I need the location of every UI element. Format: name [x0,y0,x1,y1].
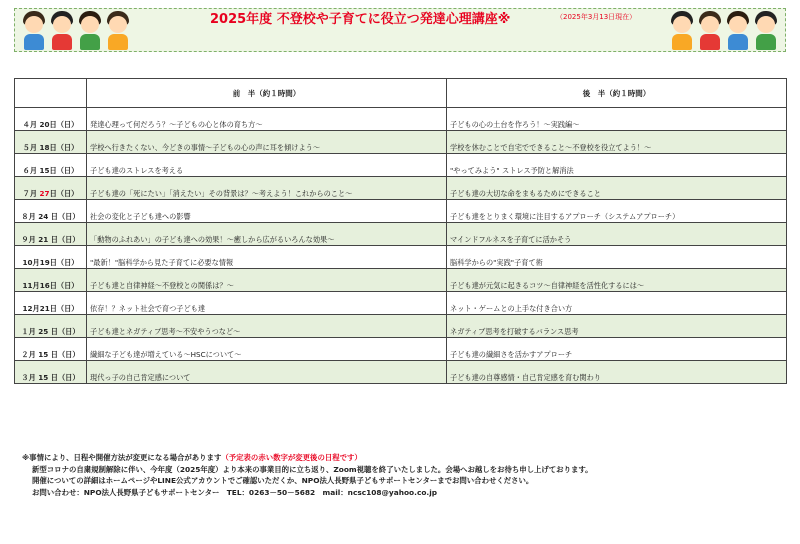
notes-line-4: お問い合わせ：NPO法人長野県子どもサポートセンター TEL：0263－50－5682 mail：ncsc108@yahoo.co.jp [32,487,438,497]
session-date [15,246,87,269]
child-figure-icon [669,11,695,51]
notes-section [22,452,593,498]
date-text: ２月 15 日（日） [21,350,80,359]
session-date [15,361,87,384]
children-illustration-left [21,11,131,51]
session-date [15,200,87,223]
session-date [15,269,87,292]
date-text: ８月 24 日（日） [21,212,80,221]
date-text: ４月 20日（日） [22,120,79,129]
second-half-topic: "やってみよう" ストレス予防と解消法 [447,154,787,177]
notes-line-1 [22,452,593,464]
first-half-topic: 繊細な子ども達が増えている～HSCについて～ [87,338,447,361]
child-figure-icon [77,11,103,51]
first-half-topic: 子ども達と自律神経～不登校との関係は？～ [87,269,447,292]
first-half-topic: 子ども達とネガティブ思考～不安やうつなど～ [87,315,447,338]
child-figure-icon [21,11,47,51]
child-figure-icon [697,11,723,51]
date-text: 12月21日（日） [22,304,79,313]
second-half-topic: 子ども達をとりまく環境に注目するアプローチ（システムアプローチ） [447,200,787,223]
notes-line-2: 新型コロナの自粛規制解除に伴い、今年度（2025年度）より本来の事業目的に立ち返り、Zoom視聴を終了いたしました。会場へお越しをお待ち申し上げております。 [32,464,593,474]
second-half-topic: ネット・ゲームとの上手な付き合い方 [447,292,787,315]
child-figure-icon [49,11,75,51]
table-row [15,108,787,131]
date-text: ６月 15日（日） [22,166,79,175]
first-half-header: 前 半（約１時間） [87,79,447,108]
session-date [15,338,87,361]
session-date [15,131,87,154]
second-half-topic: 学校を休むことで自宅でできること～不登校を役立てよう！～ [447,131,787,154]
child-figure-icon [753,11,779,51]
table-row [15,246,787,269]
table-header-row [15,79,787,108]
date-column-header [15,79,87,108]
table-row [15,131,787,154]
table-row [15,361,787,384]
second-half-topic: 子ども達の自尊感情・自己肯定感を育む関わり [447,361,787,384]
second-half-topic: 脳科学からの"実践"子育て術 [447,246,787,269]
second-half-topic: ネガティブ思考を打破するバランス思考 [447,315,787,338]
date-text: 11月16日（日） [22,281,79,290]
changed-date-number: 27 [39,189,50,198]
first-half-topic: 依存！？ネット社会で育つ子ども達 [87,292,447,315]
second-half-topic: 子ども達が元気に起きるコツ～自律神経を活性化するには～ [447,269,787,292]
session-date [15,292,87,315]
table-row [15,200,787,223]
page-title: 2025年度 不登校や子育てに役立つ発達心理講座※ [210,12,511,27]
session-date [15,108,87,131]
first-half-topic: 子ども達の「死にたい」「消えたい」その背景は？～考えよう！これからのこと～ [87,177,447,200]
date-text: 10月19日（日） [22,258,79,267]
table-row [15,223,787,246]
date-text-suffix: 日（日） [49,189,79,198]
second-half-topic: 子ども達の繊細さを活かすアプローチ [447,338,787,361]
child-figure-icon [725,11,751,51]
table-row [15,154,787,177]
schedule-table [14,78,787,384]
second-half-topic: 子ども達の大切な命をまもるためにできること [447,177,787,200]
first-half-topic: "最新！"脳科学から見た子育てに必要な情報 [87,246,447,269]
children-illustration-right [669,11,779,51]
as-of-date: （2025年3月13日現在） [556,13,637,21]
table-row [15,315,787,338]
second-half-header: 後 半（約１時間） [447,79,787,108]
table-row [15,338,787,361]
notes-line-3: 開催についての詳細はホームページやLINE公式アカウントでご確認いただくか、NPO法人長野県子どもサポートセンターまでお問い合わせください。 [32,476,534,486]
second-half-topic: マインドフルネスを子育てに活かそう [447,223,787,246]
first-half-topic: 発達心理って何だろう？～子どもの心と体の育ち方～ [87,108,447,131]
session-date [15,154,87,177]
date-text: ９月 21 日（日） [21,235,80,244]
session-date [15,315,87,338]
table-row [15,177,787,200]
child-figure-icon [105,11,131,51]
date-text: ７月 [22,189,40,198]
table-row [15,269,787,292]
table-row [15,292,787,315]
session-date [15,223,87,246]
date-text: ５月 18日（日） [22,143,79,152]
second-half-topic: 子どもの心の土台を作ろう！～実践編～ [447,108,787,131]
first-half-topic: 子ども達のストレスを考える [87,154,447,177]
red-number-note: （予定表の赤い数字が変更後の日程です） [221,453,362,462]
session-date [15,177,87,200]
first-half-topic: 「動物のふれあい」の子ども達への効果！～癒しから広がるいろんな効果～ [87,223,447,246]
first-half-topic: 現代っ子の自己肯定感について [87,361,447,384]
date-text: ３月 15 日（日） [21,373,80,382]
date-text: １月 25 日（日） [21,327,80,336]
first-half-topic: 学校へ行きたくない、今どきの事情～子どもの心の声に耳を傾けよう～ [87,131,447,154]
first-half-topic: 社会の変化と子ども達への影響 [87,200,447,223]
schedule-change-note: ※事情により、日程や開催方法が変更になる場合があります [22,453,222,462]
